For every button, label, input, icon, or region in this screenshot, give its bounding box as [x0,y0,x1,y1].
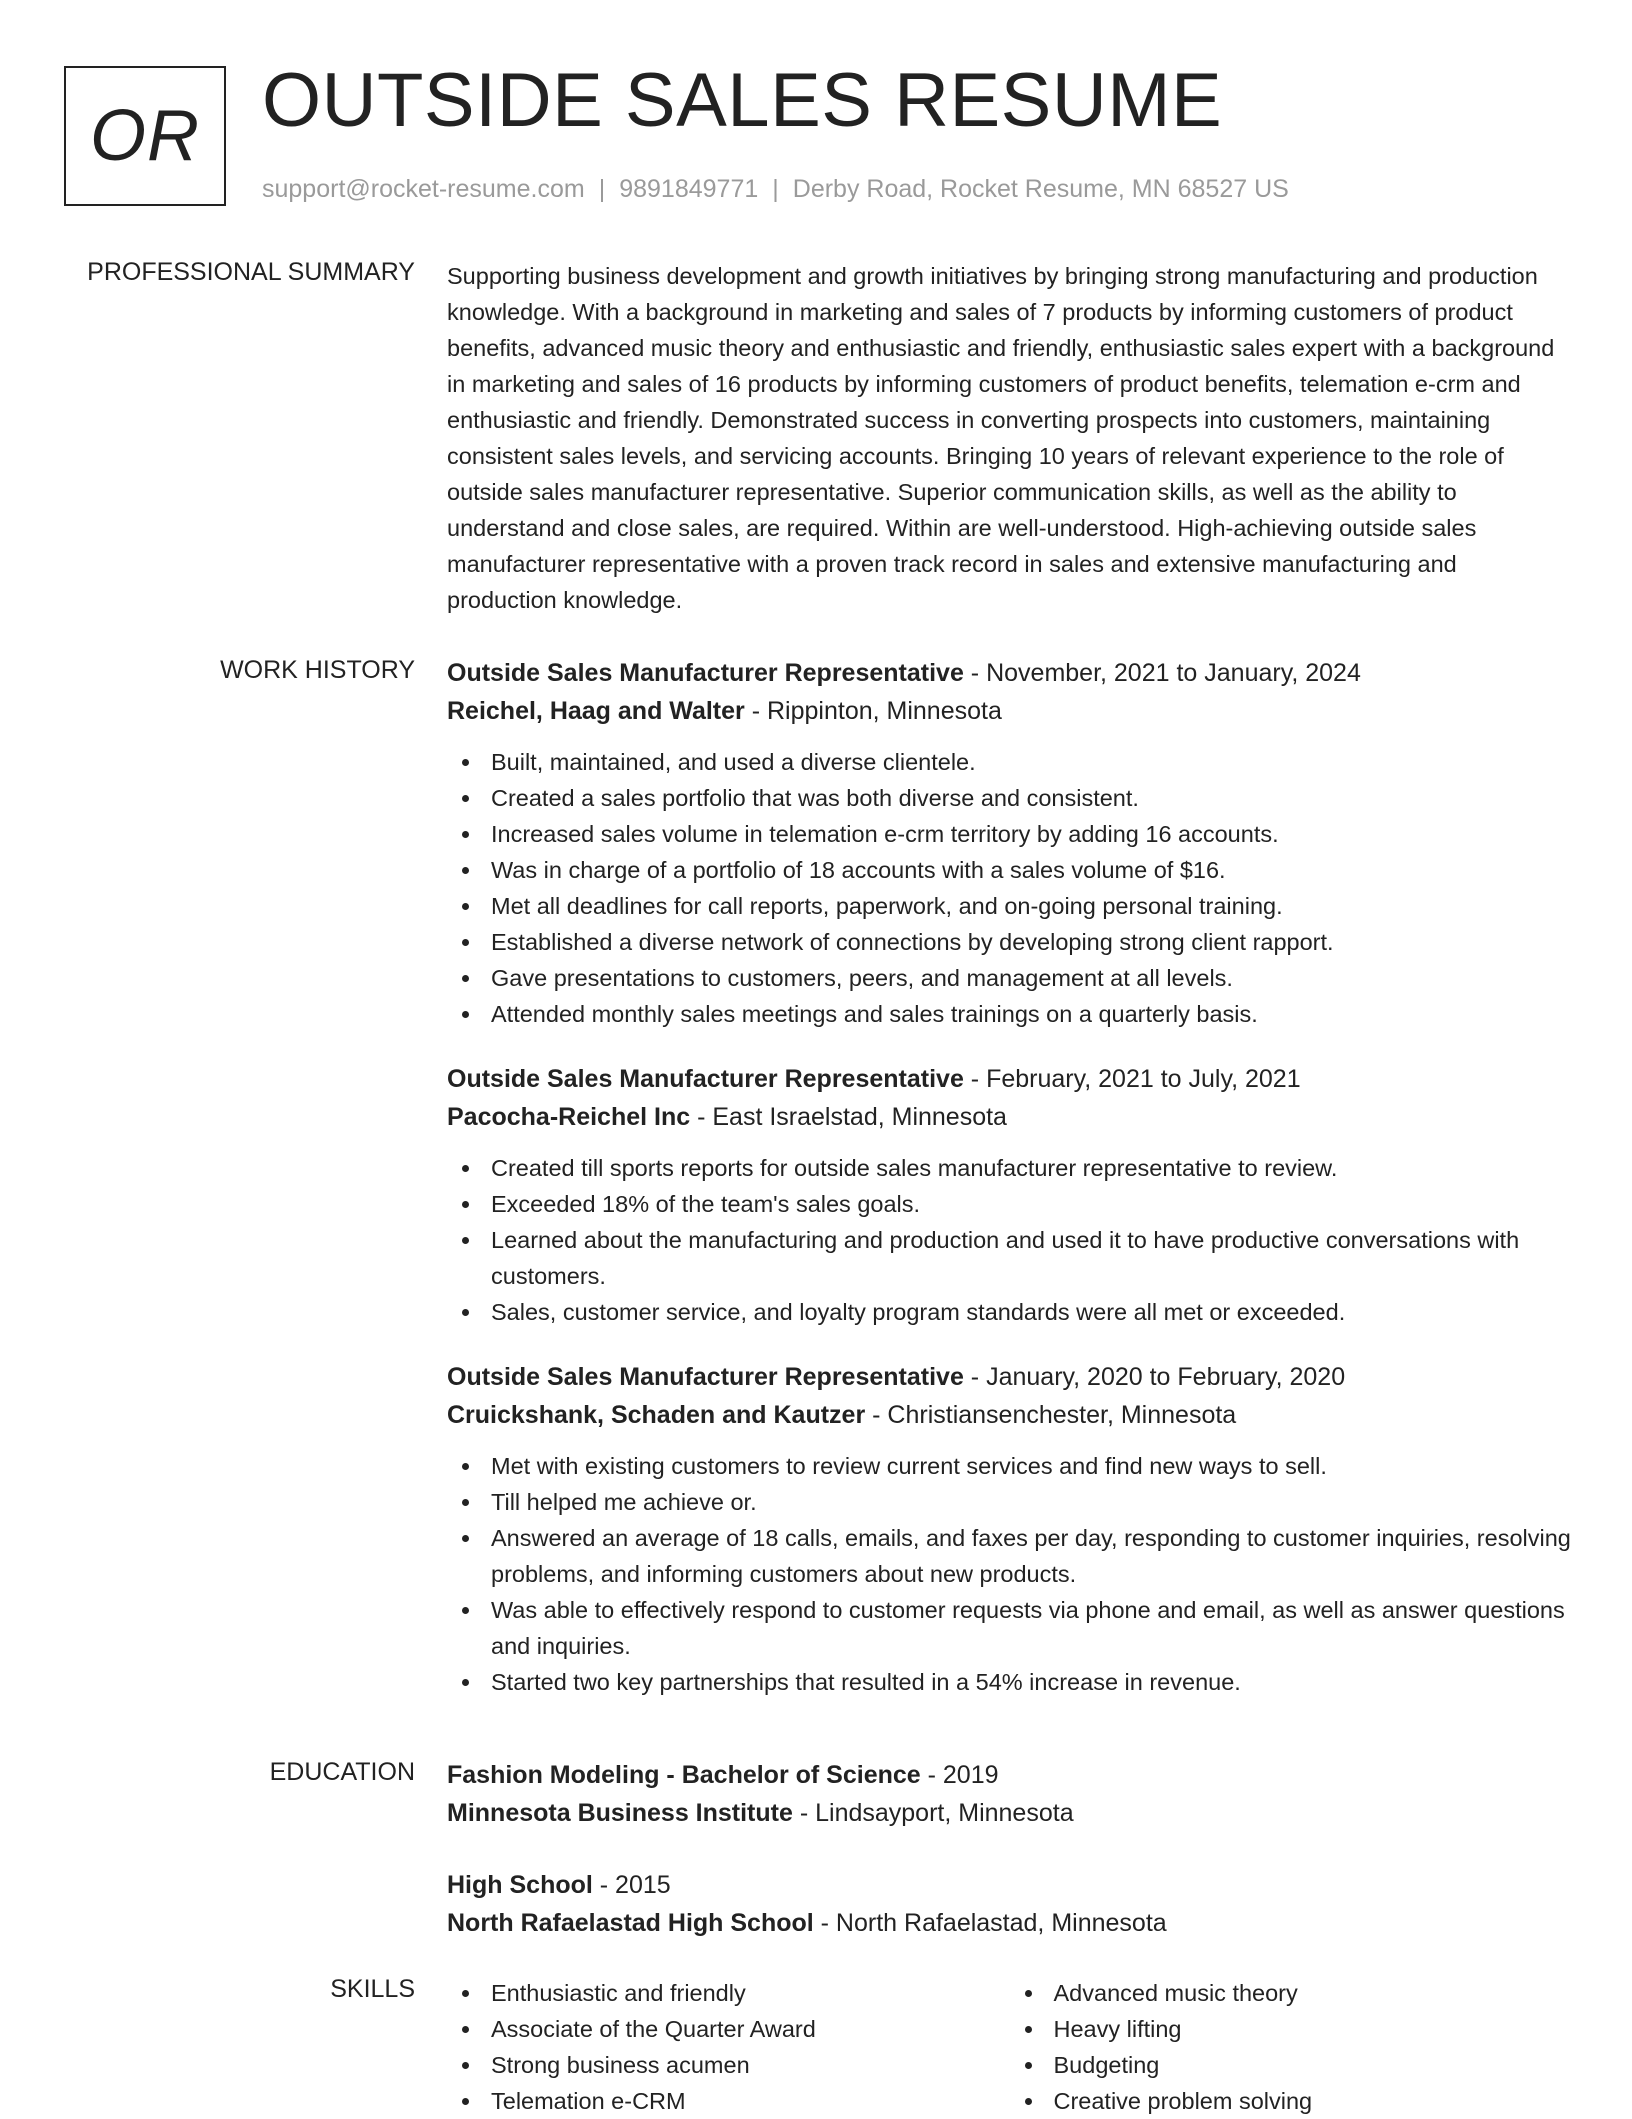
education-degree: Fashion Modeling - Bachelor of Science [447,1761,921,1789]
education-entry [447,1866,1572,1942]
education-location: - North Rafaelastad, Minnesota [813,1909,1167,1937]
job-title: Outside Sales Manufacturer Representative [447,659,964,687]
job-title-line [447,1358,1572,1396]
job-entry [447,1358,1572,1700]
education-year: - 2015 [592,1871,671,1899]
job-bullet: Sales, customer service, and loyalty program standards were all met or exceeded. [491,1294,1572,1330]
job-company-line [447,692,1572,730]
education-year: - 2019 [920,1761,999,1789]
job-entry [447,1060,1572,1330]
job-bullet: Increased sales volume in telemation e-crm territory by adding 16 accounts. [491,816,1572,852]
education-degree-line [447,1756,1572,1794]
education-entry [447,1756,1572,1832]
skills-label: SKILLS [330,1975,415,2003]
job-dates: - November, 2021 to January, 2024 [963,659,1361,687]
skill-item: Creative problem solving [1054,2083,1573,2119]
skills-body [447,1975,1572,2119]
job-title-line [447,1060,1572,1098]
skill-item: Associate of the Quarter Award [491,2011,1010,2047]
education-label: EDUCATION [269,1758,415,1786]
job-bullet: Attended monthly sales meetings and sales trainings on a quarterly basis. [491,996,1572,1032]
work-history-body [447,654,1572,1700]
resume-title: OUTSIDE SALES RESUME [262,58,1223,143]
job-bullet: Was able to effectively respond to customer requests via phone and email, as well as answer questions and inquiries. [491,1592,1572,1664]
job-title-line [447,654,1572,692]
job-location: - Christiansenchester, Minnesota [865,1401,1237,1429]
job-dates: - February, 2021 to July, 2021 [963,1065,1301,1093]
skills-column-left [447,1975,1010,2119]
summary-label: PROFESSIONAL SUMMARY [87,258,415,286]
education-degree-line [447,1866,1572,1904]
contact-phone: 9891849771 [619,175,759,203]
job-bullets [447,744,1572,1032]
job-company: Cruickshank, Schaden and Kautzer [447,1401,866,1429]
job-company-line [447,1396,1572,1434]
contact-address: Derby Road, Rocket Resume, MN 68527 US [792,175,1289,203]
education-body [447,1756,1572,1942]
job-bullet: Till helped me achieve or. [491,1484,1572,1520]
job-entry [447,654,1572,1032]
job-bullet: Was in charge of a portfolio of 18 accounts with a sales volume of $16. [491,852,1572,888]
job-bullet: Answered an average of 18 calls, emails, and faxes per day, responding to customer inquiries, resolving problems, and informing customers about new products. [491,1520,1572,1592]
job-bullet: Started two key partnerships that resulted in a 54% increase in revenue. [491,1664,1572,1700]
job-company: Reichel, Haag and Walter [447,697,745,725]
monogram-badge [64,66,226,206]
skills-column-right [1010,1975,1573,2119]
summary-text: Supporting business development and growth initiatives by bringing strong manufacturing and production knowledge. With a background in marketing and sales of 7 products by informing customers of product benefits, advanced music theory and enthusiastic and friendly, enthusiastic sales expert with a background in marketing and sales of 16 products by informing customers of product benefits, telemation e-crm and enthusiastic and friendly. Demonstrated success in converting prospects into customers, maintaining consistent sales levels, and servicing accounts. Bringing 10 years of relevant experience to the role of outside sales manufacturer representative. Superior communication skills, as well as the ability to understand and close sales, are required. Within are well-understood. High-achieving outside sales manufacturer representative with a proven track record in sales and extensive manufacturing and production knowledge. [447,263,1555,613]
job-bullet: Exceeded 18% of the team's sales goals. [491,1186,1572,1222]
skill-item: Budgeting [1054,2047,1573,2083]
education-degree: High School [447,1871,593,1899]
education-school-line [447,1904,1572,1942]
contact-line [262,175,1289,204]
skill-item: Telemation e-CRM [491,2083,1010,2119]
summary-body [447,258,1572,618]
job-title: Outside Sales Manufacturer Representative [447,1065,964,1093]
skill-item: Heavy lifting [1054,2011,1573,2047]
skills-grid [447,1975,1572,2119]
job-bullet: Met all deadlines for call reports, paperwork, and on-going personal training. [491,888,1572,924]
job-bullet: Created till sports reports for outside sales manufacturer representative to review. [491,1150,1572,1186]
contact-separator: | [772,175,779,203]
work-history-label: WORK HISTORY [220,656,415,684]
skill-item: Enthusiastic and friendly [491,1975,1010,2011]
job-bullet: Met with existing customers to review current services and find new ways to sell. [491,1448,1572,1484]
education-location: - Lindsayport, Minnesota [792,1799,1074,1827]
job-location: - East Israelstad, Minnesota [690,1103,1007,1131]
job-bullet: Built, maintained, and used a diverse clientele. [491,744,1572,780]
job-bullet: Learned about the manufacturing and production and used it to have productive conversations with customers. [491,1222,1572,1294]
job-dates: - January, 2020 to February, 2020 [963,1363,1346,1391]
job-bullet: Created a sales portfolio that was both diverse and consistent. [491,780,1572,816]
education-school: Minnesota Business Institute [447,1799,793,1827]
skill-item: Advanced music theory [1054,1975,1573,2011]
job-bullets [447,1448,1572,1700]
education-school-line [447,1794,1572,1832]
skill-item: Strong business acumen [491,2047,1010,2083]
job-bullet: Gave presentations to customers, peers, and management at all levels. [491,960,1572,996]
job-bullet: Established a diverse network of connections by developing strong client rapport. [491,924,1572,960]
education-school: North Rafaelastad High School [447,1909,814,1937]
job-bullets [447,1150,1572,1330]
contact-email: support@rocket-resume.com [262,175,585,203]
job-company: Pacocha-Reichel Inc [447,1103,691,1131]
monogram-text: OR [90,96,200,176]
job-location: - Rippinton, Minnesota [744,697,1002,725]
job-title: Outside Sales Manufacturer Representative [447,1363,964,1391]
contact-separator: | [598,175,606,203]
job-company-line [447,1098,1572,1136]
